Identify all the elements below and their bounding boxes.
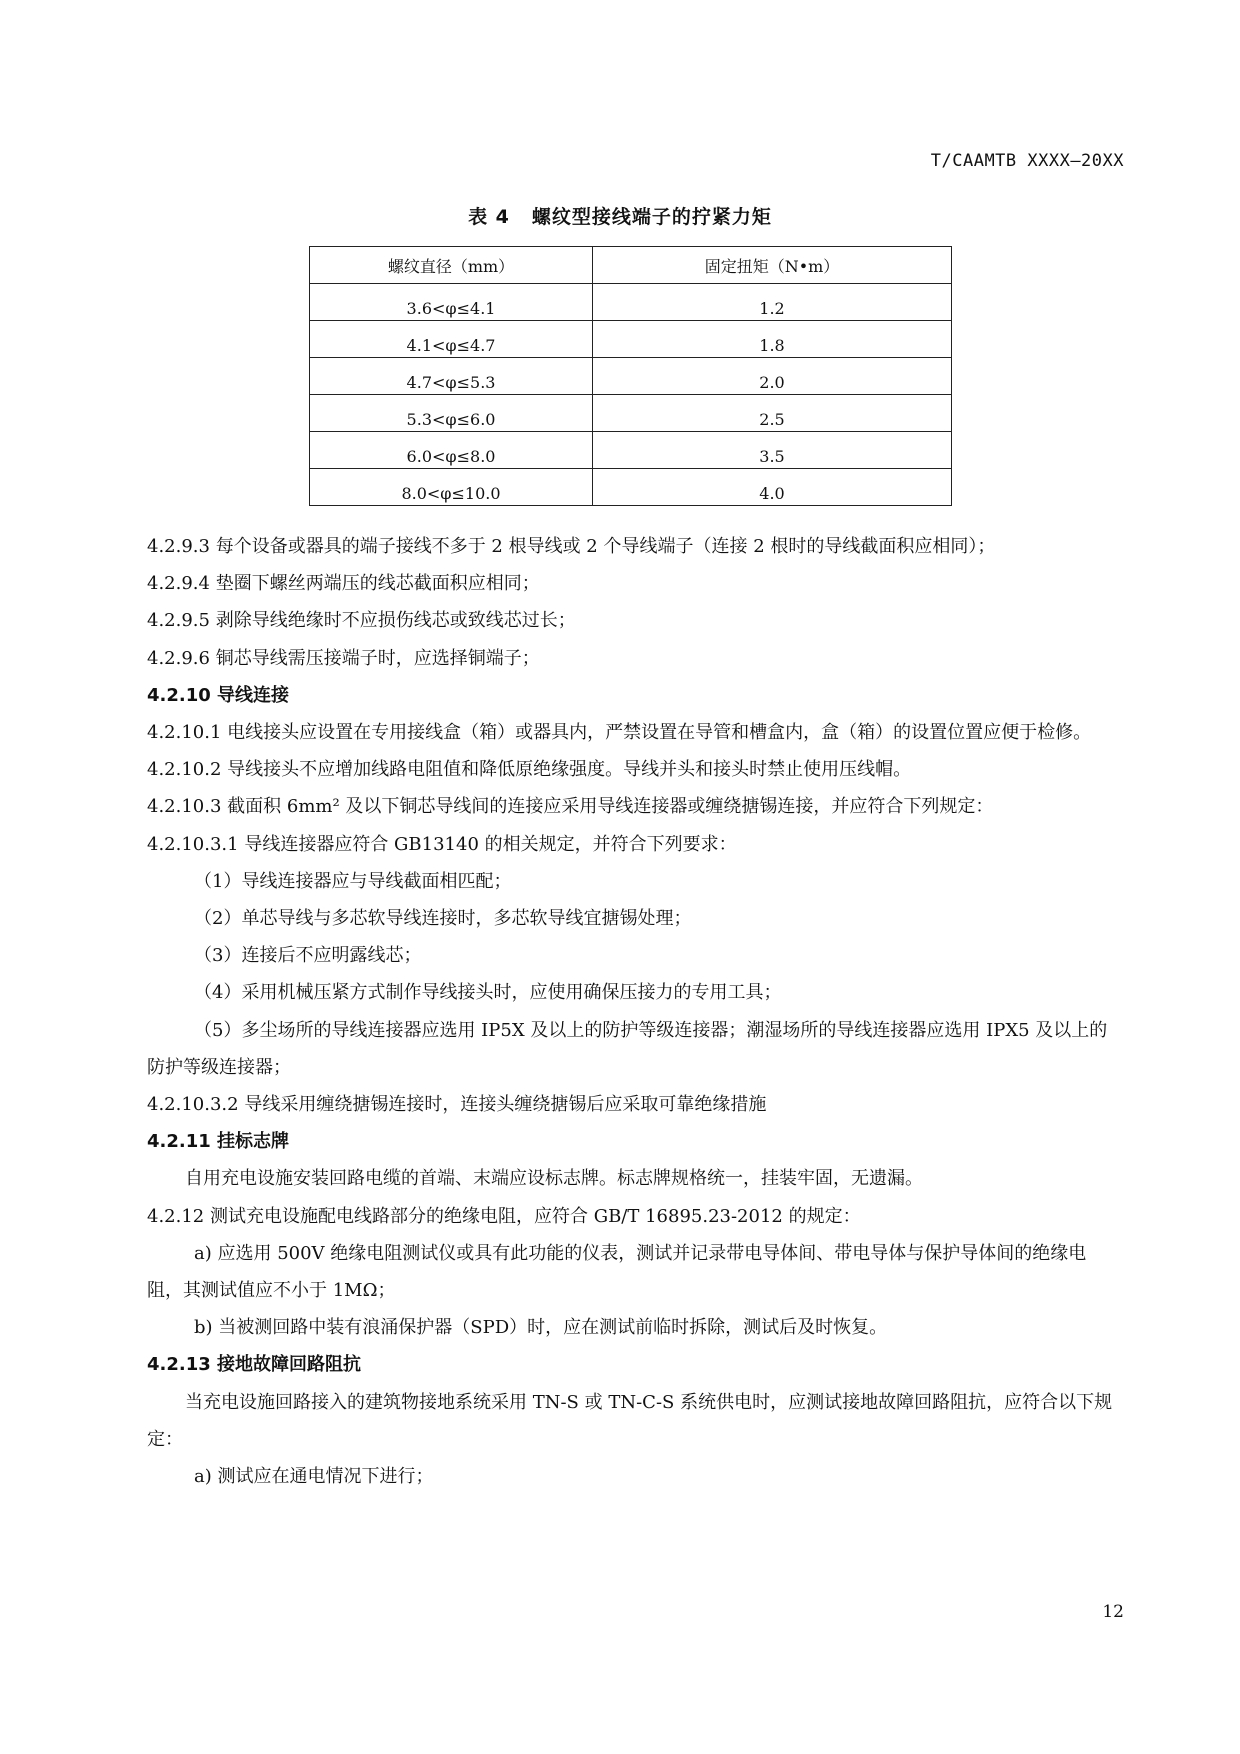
clause-4-2-9-4: 4.2.9.4 垫圈下螺丝两端压的线芯截面积应相同； bbox=[147, 573, 540, 595]
paragraph-4-2-11: 自用充电设施安装回路电缆的首端、末端应设标志牌。标志牌规格统一，挂装牢固，无遗漏。 bbox=[185, 1168, 923, 1190]
clause-4-2-10-3-2: 4.2.10.3.2 导线采用缠绕搪锡连接时，连接头缠绕搪锡后应采取可靠绝缘措施 bbox=[147, 1094, 767, 1116]
column-header-diameter: 螺纹直径（mm） bbox=[310, 247, 593, 284]
cell-diameter: 6.0<φ≤8.0 bbox=[310, 432, 593, 469]
list-item: a) 应选用 500V 绝缘电阻测试仪或具有此功能的仪表，测试并记录带电导体间、带电导体与保护导体间的绝缘电阻，其测试值应不小于 1MΩ； bbox=[147, 1242, 1087, 1302]
paragraph-4-2-13: 当充电设施回路接入的建筑物接地系统采用 TN-S 或 TN-C-S 系统供电时，应测试接地故障回路阻抗，应符合以下规定： bbox=[147, 1391, 1113, 1450]
page-number: 12 bbox=[1102, 1602, 1124, 1622]
table-row bbox=[310, 432, 952, 469]
section-heading-4-2-13: 4.2.13 接地故障回路阻抗 bbox=[147, 1354, 362, 1376]
cell-diameter: 3.6<φ≤4.1 bbox=[310, 284, 593, 321]
cell-diameter: 5.3<φ≤6.0 bbox=[310, 395, 593, 432]
clause-4-2-9-6: 4.2.9.6 铜芯导线需压接端子时，应选择铜端子； bbox=[147, 647, 540, 669]
cell-diameter: 4.7<φ≤5.3 bbox=[310, 358, 593, 395]
table-header-row bbox=[310, 247, 952, 284]
cell-diameter: 4.1<φ≤4.7 bbox=[310, 321, 593, 358]
table-row bbox=[310, 284, 952, 321]
cell-torque: 2.0 bbox=[593, 358, 952, 395]
cell-torque: 2.5 bbox=[593, 395, 952, 432]
table-title-text: 螺纹型接线端子的拧紧力矩 bbox=[531, 206, 772, 228]
table-row bbox=[310, 358, 952, 395]
table-title bbox=[0, 202, 1240, 229]
list-item: （3）连接后不应明露线芯； bbox=[194, 945, 422, 967]
list-item: （2）单芯导线与多芯软导线连接时，多芯软导线宜搪锡处理； bbox=[194, 908, 692, 930]
table-number: 表 4 bbox=[468, 206, 510, 228]
cell-torque: 1.2 bbox=[593, 284, 952, 321]
clause-4-2-10-3: 4.2.10.3 截面积 6mm² 及以下铜芯导线间的连接应采用导线连接器或缠绕搪锡连接，并应符合下列规定： bbox=[147, 796, 994, 818]
list-item: （4）采用机械压紧方式制作导线接头时，应使用确保压接力的专用工具； bbox=[194, 982, 782, 1004]
clause-4-2-10-1: 4.2.10.1 电线接头应设置在专用接线盒（箱）或器具内，严禁设置在导管和槽盒内，盒（箱）的设置位置应便于检修。 bbox=[147, 722, 1092, 744]
table-row bbox=[310, 469, 952, 506]
clause-4-2-10-2: 4.2.10.2 导线接头不应增加线路电阻值和降低原绝缘强度。导线并头和接头时禁止使用压线帽。 bbox=[147, 759, 912, 781]
document-code: T/CAAMTB XXXX—20XX bbox=[930, 151, 1124, 171]
body-text bbox=[147, 528, 1117, 1495]
clause-4-2-9-3: 4.2.9.3 每个设备或器具的端子接线不多于 2 根导线或 2 个导线端子（连接 2 根时的导线截面积应相同）； bbox=[147, 536, 996, 557]
cell-torque: 3.5 bbox=[593, 432, 952, 469]
list-item: a) 测试应在通电情况下进行； bbox=[194, 1466, 434, 1488]
section-heading-4-2-11: 4.2.11 挂标志牌 bbox=[147, 1131, 290, 1153]
clause-4-2-10-3-1: 4.2.10.3.1 导线连接器应符合 GB13140 的相关规定，并符合下列要求： bbox=[147, 833, 737, 855]
cell-diameter: 8.0<φ≤10.0 bbox=[310, 469, 593, 506]
cell-torque: 4.0 bbox=[593, 469, 952, 506]
cell-torque: 1.8 bbox=[593, 321, 952, 358]
table-row bbox=[310, 395, 952, 432]
section-heading-4-2-10: 4.2.10 导线连接 bbox=[147, 684, 290, 706]
list-item: b) 当被测回路中装有浪涌保护器（SPD）时，应在测试前临时拆除，测试后及时恢复。 bbox=[194, 1317, 888, 1339]
column-header-torque: 固定扭矩（N•m） bbox=[593, 247, 952, 284]
table-row bbox=[310, 321, 952, 358]
clause-4-2-12: 4.2.12 测试充电设施配电线路部分的绝缘电阻，应符合 GB/T 16895.23-2012 的规定： bbox=[147, 1205, 861, 1227]
list-item: （5）多尘场所的导线连接器应选用 IP5X 及以上的防护等级连接器；潮湿场所的导线连接器应选用 IPX5 及以上的防护等级连接器； bbox=[147, 1019, 1108, 1078]
clause-4-2-9-5: 4.2.9.5 剥除导线绝缘时不应损伤线芯或致线芯过长； bbox=[147, 610, 576, 632]
list-item: （1）导线连接器应与导线截面相匹配； bbox=[194, 870, 512, 892]
torque-table bbox=[309, 246, 952, 506]
